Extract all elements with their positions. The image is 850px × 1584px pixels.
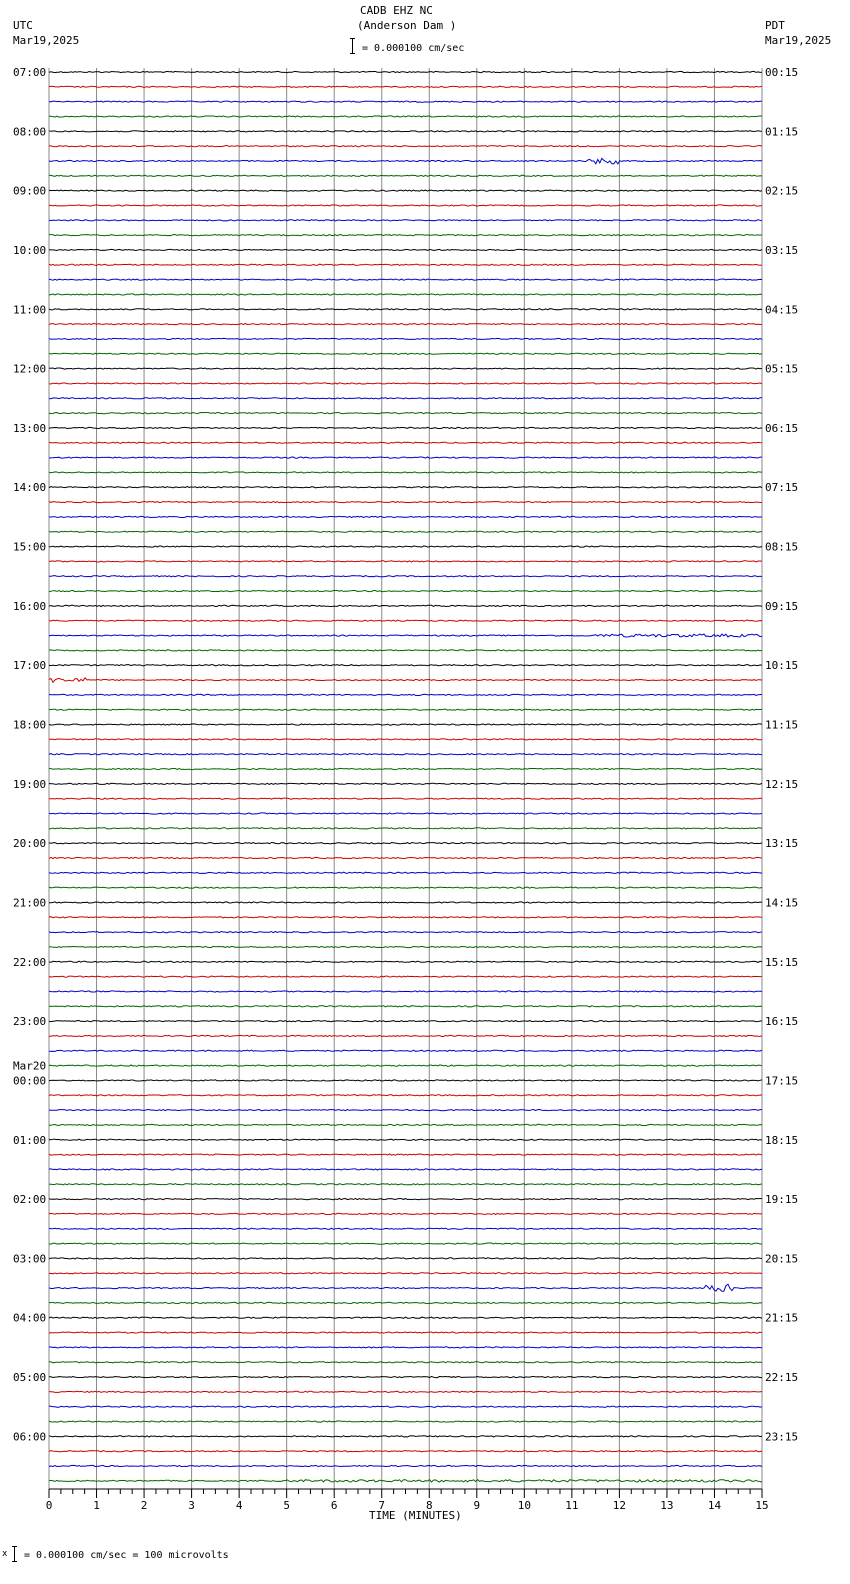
seismic-trace (49, 1284, 762, 1291)
seismic-trace (49, 1421, 762, 1422)
seismic-trace (49, 220, 762, 221)
x-tick-label: 13 (660, 1499, 674, 1512)
seismic-trace (49, 1124, 762, 1125)
seismic-trace (49, 1273, 762, 1274)
seismic-trace (49, 605, 762, 606)
x-tick-label: 10 (517, 1499, 531, 1512)
seismic-trace (49, 71, 762, 72)
seismic-trace (49, 383, 762, 384)
right-timezone: PDT (765, 19, 785, 32)
x-tick-label: 5 (283, 1499, 290, 1512)
seismic-trace (49, 1110, 762, 1111)
seismic-trace (49, 368, 762, 369)
seismic-trace (49, 1213, 762, 1214)
x-tick-label: 7 (378, 1499, 386, 1512)
seismic-trace (49, 1035, 762, 1036)
seismic-trace (49, 887, 762, 888)
seismic-trace (49, 353, 762, 354)
pdt-hour-label: 23:15 (765, 1430, 799, 1444)
utc-hour-label: 01:00 (13, 1133, 47, 1147)
x-tick-label: 0 (45, 1499, 53, 1512)
seismic-trace (49, 205, 762, 206)
seismic-trace (49, 546, 762, 547)
utc-hour-label: 02:00 (13, 1193, 47, 1207)
seismic-trace (49, 1243, 762, 1244)
pdt-hour-label: 15:15 (765, 955, 799, 969)
pdt-hour-label: 22:15 (765, 1371, 799, 1385)
seismic-trace (49, 309, 762, 310)
utc-hour-label: 16:00 (13, 599, 47, 613)
pdt-hour-label: 04:15 (765, 303, 799, 317)
seismic-trace (49, 1258, 762, 1259)
seismic-trace (49, 576, 762, 577)
utc-hour-label: 12:00 (13, 362, 47, 376)
utc-hour-label: 06:00 (13, 1430, 47, 1444)
seismic-trace (49, 249, 762, 250)
seismic-trace (49, 294, 762, 295)
seismic-trace (49, 1065, 762, 1066)
seismic-trace (49, 1347, 762, 1348)
utc-hour-label: 15:00 (13, 540, 47, 554)
utc-hour-label: 18:00 (13, 718, 47, 732)
pdt-hour-label: 02:15 (765, 184, 799, 198)
seismic-trace (49, 843, 762, 844)
x-axis-label: TIME (MINUTES) (369, 1509, 462, 1522)
pdt-hour-label: 08:15 (765, 540, 799, 554)
seismic-trace (49, 1465, 762, 1466)
x-tick-label: 12 (612, 1499, 627, 1512)
seismic-trace (49, 146, 762, 147)
x-tick-label: 11 (565, 1499, 579, 1512)
seismic-trace (49, 1184, 762, 1185)
seismic-trace (49, 1169, 762, 1170)
seismic-trace (49, 739, 762, 740)
pdt-hour-label: 03:15 (765, 243, 799, 257)
seismic-trace (49, 457, 762, 458)
seismic-trace (49, 175, 762, 176)
utc-hour-label: 14:00 (13, 481, 47, 495)
scale-label: = 0.000100 cm/sec (362, 43, 465, 54)
seismic-trace (49, 235, 762, 236)
seismic-trace (49, 946, 762, 947)
seismic-trace (49, 427, 762, 428)
utc-hour-label: 03:00 (13, 1252, 47, 1266)
station-location: (Anderson Dam ) (357, 19, 457, 32)
pdt-hour-label: 10:15 (765, 659, 799, 673)
seismic-trace (49, 398, 762, 399)
seismic-trace (49, 798, 762, 799)
seismic-trace (49, 324, 762, 325)
seismic-trace (49, 1080, 762, 1081)
pdt-hour-label: 19:15 (765, 1193, 799, 1207)
seismic-trace (49, 1228, 762, 1229)
pdt-hour-label: 11:15 (765, 718, 799, 732)
seismic-trace (49, 413, 762, 414)
seismic-trace (49, 338, 762, 339)
seismic-trace (49, 620, 762, 621)
seismic-trace (49, 190, 762, 191)
seismic-trace (49, 783, 762, 784)
pdt-hour-label: 17:15 (765, 1074, 799, 1088)
seismic-trace (49, 1332, 762, 1333)
x-tick-label: 6 (330, 1499, 338, 1512)
seismic-trace (49, 724, 762, 725)
utc-hour-label: 00:00 (13, 1074, 47, 1088)
seismic-trace (49, 1199, 762, 1200)
seismic-trace (49, 1139, 762, 1140)
left-timezone: UTC (13, 19, 33, 32)
pdt-hour-label: 20:15 (765, 1252, 799, 1266)
seismic-trace (49, 709, 762, 710)
utc-hour-label: 08:00 (13, 125, 47, 139)
utc-hour-label: 10:00 (13, 243, 47, 257)
pdt-hour-label: 01:15 (765, 125, 799, 139)
seismic-trace (49, 976, 762, 977)
seismic-trace (49, 487, 762, 488)
seismic-trace (49, 158, 762, 164)
seismic-trace (49, 1021, 762, 1022)
seismic-trace (49, 502, 762, 503)
seismic-trace (49, 264, 762, 265)
seismic-trace (49, 1391, 762, 1392)
seismic-trace (49, 472, 762, 473)
seismic-trace (49, 678, 762, 683)
x-tick-label: 1 (93, 1499, 100, 1512)
footer-marker: x (2, 1549, 8, 1559)
pdt-hour-label: 13:15 (765, 837, 799, 851)
seismic-trace (49, 932, 762, 933)
pdt-hour-label: 12:15 (765, 777, 799, 791)
seismic-trace (49, 516, 762, 517)
utc-hour-label: 20:00 (13, 837, 47, 851)
seismic-trace (49, 1095, 762, 1096)
seismic-trace (49, 917, 762, 918)
seismic-trace (49, 634, 762, 637)
x-tick-label: 15 (755, 1499, 769, 1512)
seismic-trace (49, 1362, 762, 1363)
seismic-trace (49, 754, 762, 755)
x-tick-label: 2 (140, 1499, 148, 1512)
seismic-trace (49, 902, 762, 903)
seismic-trace (49, 1376, 762, 1377)
seismic-trace (49, 561, 762, 562)
x-tick-label: 3 (188, 1499, 195, 1512)
pdt-hour-label: 18:15 (765, 1133, 799, 1147)
utc-hour-label: 07:00 (13, 66, 47, 79)
seismic-trace (49, 872, 762, 873)
x-tick-label: 9 (473, 1499, 481, 1512)
pdt-hour-label: 16:15 (765, 1015, 799, 1029)
utc-hour-label: 23:00 (13, 1015, 47, 1029)
seismic-trace (49, 828, 762, 829)
station-title: CADB EHZ NC (360, 4, 433, 17)
seismic-trace (49, 1317, 762, 1318)
seismic-trace (49, 650, 762, 651)
right-date: Mar19,2025 (765, 34, 832, 47)
utc-hour-label: 04:00 (13, 1311, 47, 1325)
seismic-trace (49, 1451, 762, 1452)
seismic-trace (49, 116, 762, 117)
seismic-trace (49, 813, 762, 814)
x-tick-label: 4 (235, 1499, 243, 1512)
pdt-hour-label: 07:15 (765, 481, 799, 495)
seismic-trace (49, 1050, 762, 1051)
seismic-trace (49, 1480, 762, 1482)
seismic-trace (49, 1006, 762, 1007)
pdt-hour-label: 14:15 (765, 896, 799, 910)
utc-hour-label: 05:00 (13, 1371, 47, 1385)
utc-hour-label: 22:00 (13, 955, 47, 969)
x-tick-label: 8 (425, 1499, 433, 1512)
seismic-trace (49, 101, 762, 102)
seismic-trace (49, 86, 762, 87)
seismic-trace (49, 694, 762, 695)
traces (49, 71, 762, 1482)
seismic-trace (49, 665, 762, 666)
utc-hour-label: 09:00 (13, 184, 47, 198)
footer-scale-label: = 0.000100 cm/sec = 100 microvolts (24, 1550, 229, 1561)
pdt-hour-label: 06:15 (765, 421, 799, 435)
seismic-trace (49, 1436, 762, 1437)
utc-hour-label: 13:00 (13, 421, 47, 435)
scale-bar-icon (350, 38, 355, 54)
x-tick-label: 14 (707, 1499, 722, 1512)
seismic-trace (49, 857, 762, 858)
seismic-trace (49, 768, 762, 769)
seismic-trace (49, 1154, 762, 1155)
seismic-trace (49, 991, 762, 992)
utc-hour-label: 17:00 (13, 659, 47, 673)
seismic-trace (49, 1302, 762, 1303)
footer-scale-bar-icon (12, 1546, 17, 1562)
seismic-trace (49, 442, 762, 443)
pdt-hour-label: 00:15 (765, 66, 799, 79)
seismic-trace (49, 961, 762, 962)
pdt-hour-label: 09:15 (765, 599, 799, 613)
left-date: Mar19,2025 (13, 34, 80, 47)
seismic-trace (49, 1406, 762, 1407)
seismic-trace (49, 131, 762, 132)
utc-hour-label: 11:00 (13, 303, 47, 317)
seismic-trace (49, 531, 762, 532)
pdt-hour-label: 05:15 (765, 362, 799, 376)
date-change-label: Mar20 (13, 1059, 47, 1073)
utc-hour-label: 21:00 (13, 896, 47, 910)
seismic-trace (49, 279, 762, 280)
seismic-trace (49, 591, 762, 592)
pdt-hour-label: 21:15 (765, 1311, 799, 1325)
utc-hour-label: 19:00 (13, 777, 47, 791)
minute-grid (49, 68, 762, 1490)
